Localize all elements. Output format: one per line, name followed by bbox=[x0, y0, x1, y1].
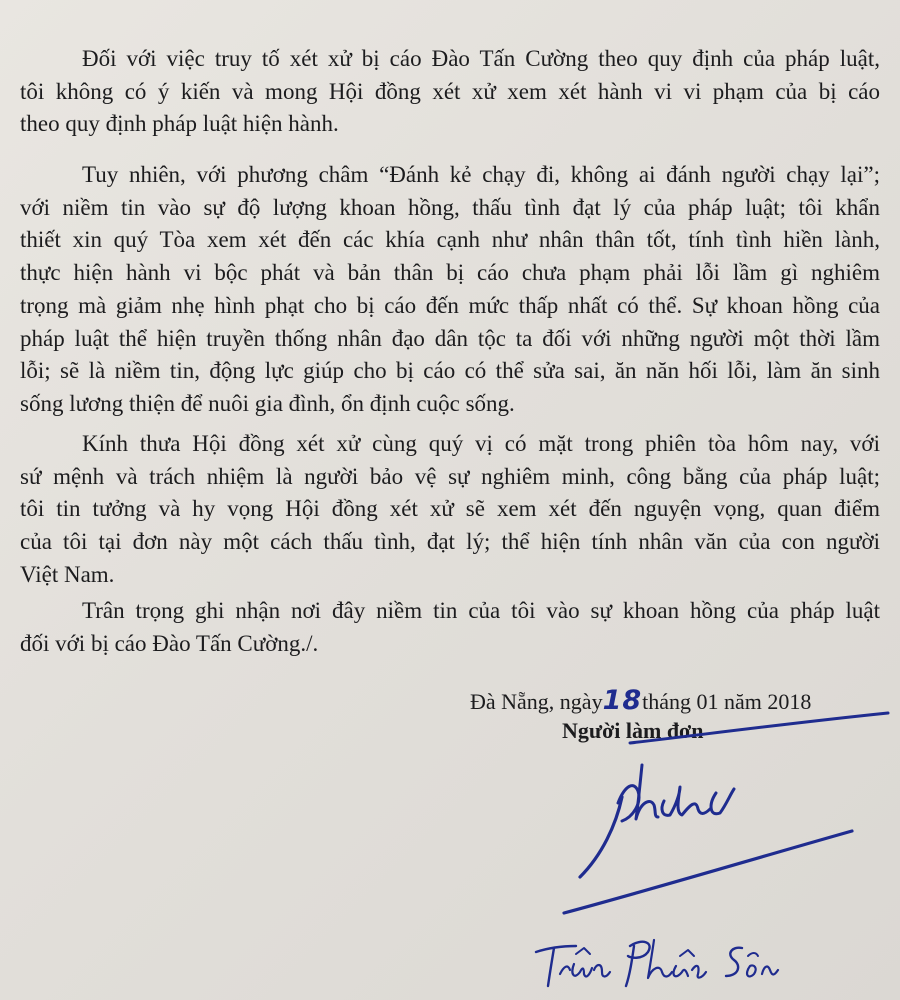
paragraph-3 bbox=[20, 428, 880, 592]
text-line: sống lương thiện để nuôi gia đình, ổn định cuộc sống. bbox=[20, 390, 515, 416]
text-line: tôi không có ý kiến và mong Hội đồng xét xử xem xét hành vi vi phạm của bị cáo bbox=[20, 78, 880, 104]
paragraph-1 bbox=[20, 43, 880, 141]
signer-label: Người làm đơn bbox=[562, 718, 704, 743]
text-line: pháp luật thể hiện truyền thống nhân đạo dân tộc ta đối với những người một thời lầm bbox=[20, 325, 880, 351]
text-line: tôi tin tưởng và hy vọng Hội đồng xét xử sẽ xem xét đến nguyện vọng, quan điểm bbox=[20, 496, 880, 522]
text-line: Kính thưa Hội đồng xét xử cùng quý vị có mặt trong phiên tòa hôm nay, với bbox=[82, 431, 880, 456]
text-line: Tuy nhiên, với phương châm “Đánh kẻ chạy đi, không ai đánh người chạy lại”; bbox=[82, 162, 880, 187]
text-line: Đối với việc truy tố xét xử bị cáo Đào Tấn Cường theo quy định của pháp luật, bbox=[82, 46, 880, 71]
text-line: trọng mà giảm nhẹ hình phạt cho bị cáo đến mức thấp nhất có thể. Sự khoan hồng của bbox=[20, 292, 880, 318]
text-line: với niềm tin vào sự độ lượng khoan hồng, thấu tình đạt lý của pháp luật; tôi khẩn bbox=[20, 194, 880, 220]
text-line: sứ mệnh và trách nhiệm là người bảo vệ sự nghiêm minh, công bằng của pháp luật; bbox=[20, 463, 880, 489]
text-line: Trân trọng ghi nhận nơi đây niềm tin của tôi vào sự khoan hồng của pháp luật bbox=[82, 598, 880, 623]
paragraph-4 bbox=[20, 595, 880, 660]
handwritten-day: 18 bbox=[602, 685, 643, 716]
text-line: lỗi; sẽ là niềm tin, động lực giúp cho bị cáo có thể sửa sai, ăn năn hối lỗi, làm ăn sinh bbox=[20, 358, 880, 384]
text-line: thiết xin quý Tòa xem xét đến các khía cạnh như nhân thân tốt, tính tình hiền lành, bbox=[20, 227, 880, 253]
text-line: thực hiện hành vi bộc phát và bản thân bị cáo chưa phạm phải lỗi lầm gì nghiêm bbox=[20, 260, 880, 286]
text-line: đối với bị cáo Đào Tấn Cường./. bbox=[20, 630, 319, 656]
text-line: Việt Nam. bbox=[20, 561, 115, 587]
date-suffix: tháng 01 năm 2018 bbox=[642, 689, 812, 714]
text-line: của tôi tại đơn này một cách thấu tình, đạt lý; thể hiện tính nhân văn của con người bbox=[20, 529, 880, 555]
handwritten-name bbox=[530, 930, 790, 990]
paragraph-2 bbox=[20, 159, 880, 421]
text-line: theo quy định pháp luật hiện hành. bbox=[20, 111, 339, 137]
signature bbox=[530, 705, 900, 925]
date-prefix: Đà Nẵng, ngày bbox=[470, 689, 603, 714]
